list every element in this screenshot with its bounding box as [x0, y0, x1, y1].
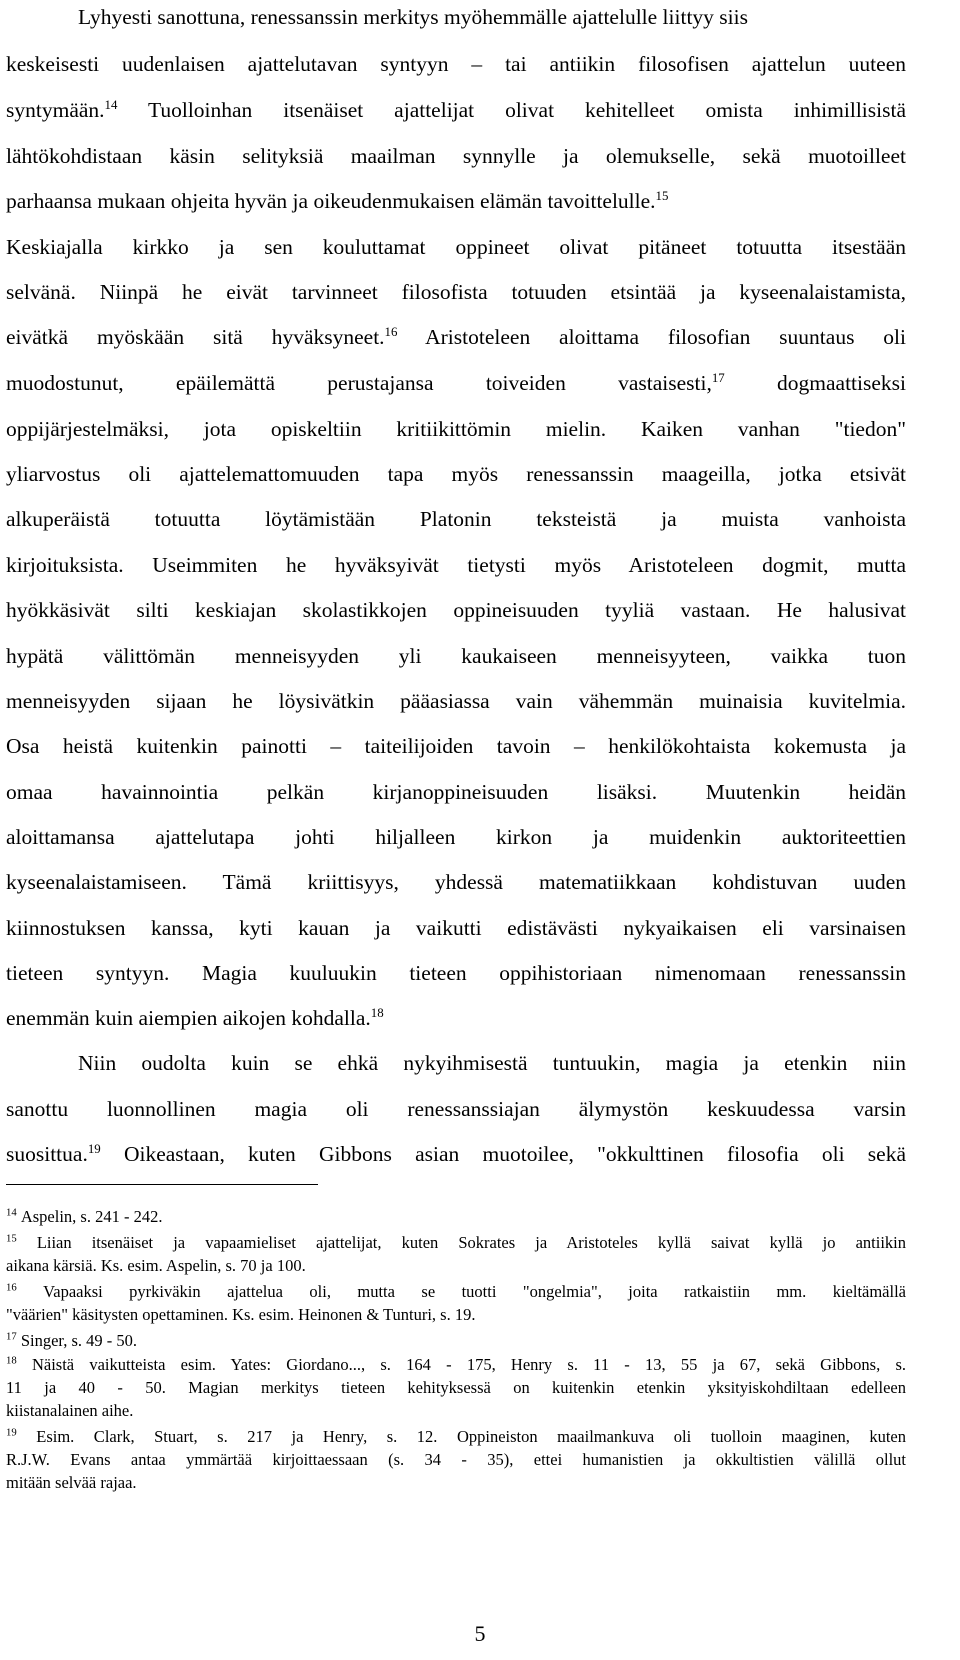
footnote-number: 15: [6, 1232, 17, 1245]
footnote-text: Näistä vaikutteista esim. Yates: Giordano..., s. 164 - 175, Henry s. 11 - 13, 55 ja 67, sekä Gibbons, s.: [31, 1355, 906, 1374]
footnote-text: Vapaaksi pyrkiväkin ajattelua oli, mutta se tuotti "ongelmia", joita ratkaistiin mm. kieltämällä: [43, 1282, 906, 1301]
body-text-segment: parhaansa mukaan ohjeita hyvän ja oikeudenmukaisen elämän tavoittelulle.: [6, 189, 656, 213]
body-line: hyökkäsivät silti keskiajan skolastikkojen oppineisuuden tyyliä vastaan. He halusivat: [6, 598, 906, 622]
footnote-text: 11 ja 40 - 50. Magian merkitys tieteen kehityksessä on kuitenkin etenkin yksityiskohdiltaan edelleen: [6, 1378, 906, 1397]
footnote-line: [6, 1355, 906, 1375]
footnote-reference[interactable]: 16: [384, 324, 398, 339]
body-line: menneisyyden sijaan he löysivätkin pääasiassa vain vähemmän muinaisia kuvitelmia.: [6, 689, 906, 713]
body-text-segment: syntymään.: [6, 98, 105, 122]
body-line: [6, 1140, 906, 1168]
body-line: kiinnostuksen kanssa, kyti kauan ja vaikutti edistävästi nykyaikaisen eli varsinaisen: [6, 916, 906, 940]
body-line: [6, 187, 906, 215]
body-text-segment: Oikeastaan, kuten Gibbons asian muotoilee, "okkulttinen filosofia oli sekä: [100, 1142, 906, 1166]
body-text-segment: enemmän kuin aiempien aikojen kohdalla.: [6, 1006, 371, 1030]
footnote-separator: [6, 1184, 318, 1185]
footnote-line: [6, 1401, 906, 1421]
footnote-line: [6, 1305, 906, 1325]
body-line: [6, 369, 906, 397]
body-line: [6, 96, 906, 124]
footnote-text: mitään selvää rajaa.: [6, 1473, 137, 1492]
footnote-number: 18: [6, 1354, 17, 1367]
footnote-line: [6, 1427, 906, 1447]
body-line: Keskiajalla kirkko ja sen kouluttamat oppineet olivat pitäneet totuutta itsestään: [6, 235, 906, 259]
body-line: Niin oudolta kuin se ehkä nykyihmisestä tuntuukin, magia ja etenkin niin: [78, 1051, 906, 1075]
footnote-text: R.J.W. Evans antaa ymmärtää kirjoittaessaan (s. 34 - 35), ettei humanistien ja okkultistien välillä ollut: [6, 1450, 906, 1469]
body-line: yliarvostus oli ajattelemattomuuden tapa myös renessanssin maageilla, jotka etsivät: [6, 462, 906, 486]
footnote-text: Liian itsenäiset ja vapaamieliset ajattelijat, kuten Sokrates ja Aristoteles kyllä saivat kyllä jo antiikin: [36, 1233, 906, 1252]
footnote-reference[interactable]: 17: [711, 370, 725, 385]
body-line: Osa heistä kuitenkin painotti – taiteilijoiden tavoin – henkilökohtaista kokemusta ja: [6, 734, 906, 758]
footnote-text: Singer, s. 49 - 50.: [20, 1331, 138, 1350]
footnote-reference[interactable]: 19: [87, 1141, 101, 1156]
footnote-line: [6, 1450, 906, 1470]
body-line: tieteen syntyyn. Magia kuuluukin tieteen oppihistoriaan nimenomaan renessanssin: [6, 961, 906, 985]
body-line: hypätä välittömän menneisyyden yli kaukaiseen menneisyyteen, vaikka tuon: [6, 644, 906, 668]
body-line: keskeisesti uudenlaisen ajattelutavan syntyyn – tai antiikin filosofisen ajattelun uuteen: [6, 52, 906, 76]
footnote-line: [6, 1282, 906, 1302]
footnote-number: 19: [6, 1426, 17, 1439]
footnote-line: [6, 1378, 906, 1398]
body-line: oppijärjestelmäksi, jota opiskeltiin kritiikittömin mielin. Kaiken vanhan "tiedon": [6, 417, 906, 441]
body-line: kirjoituksista. Useimmiten he hyväksyivät tietysti myös Aristoteleen dogmit, mutta: [6, 553, 906, 577]
footnote-reference[interactable]: 14: [104, 97, 118, 112]
footnote-line: [6, 1473, 906, 1493]
footnote-line: [6, 1256, 906, 1276]
body-text-segment: eivätkä myöskään sitä hyväksyneet.: [6, 325, 385, 349]
body-line: Lyhyesti sanottuna, renessanssin merkitys myöhemmälle ajattelulle liittyy siis: [78, 5, 748, 29]
footnote-number: 14: [6, 1206, 17, 1219]
footnote-text: Esim. Clark, Stuart, s. 217 ja Henry, s. 12. Oppineiston maailmankuva oli tuolloin maaginen, kuten: [36, 1427, 907, 1446]
body-text-segment: suosittua.: [6, 1142, 88, 1166]
footnote-reference[interactable]: 15: [655, 188, 669, 203]
body-line: aloittamansa ajattelutapa johti hiljalleen kirkon ja muidenkin auktoriteettien: [6, 825, 906, 849]
body-line: omaa havainnointia pelkän kirjanoppineisuuden lisäksi. Muutenkin heidän: [6, 780, 906, 804]
body-line: [6, 323, 906, 351]
body-text-segment: Aristoteleen aloittama filosofian suuntaus oli: [397, 325, 906, 349]
page-number: 5: [474, 1621, 486, 1646]
body-line: [6, 1004, 906, 1032]
body-line: kyseenalaistamiseen. Tämä kriittisyys, yhdessä matematiikkaan kohdistuvan uuden: [6, 870, 906, 894]
body-line: selvänä. Niinpä he eivät tarvinneet filosofista totuuden etsintää ja kyseenalaistamista,: [6, 280, 906, 304]
footnote-line: [6, 1331, 906, 1351]
footnote-number: 16: [6, 1281, 17, 1294]
body-line: alkuperäistä totuutta löytämistään Platonin teksteistä ja muista vanhoista: [6, 507, 906, 531]
footnote-text: "väärien" käsitysten opettaminen. Ks. esim. Heinonen & Tunturi, s. 19.: [6, 1305, 476, 1324]
body-line: lähtökohdistaan käsin selityksiä maailman synnylle ja olemukselle, sekä muotoilleet: [6, 144, 906, 168]
footnote-line: [6, 1233, 906, 1253]
body-text-segment: dogmaattiseksi: [724, 371, 907, 395]
footnote-text: aikana kärsiä. Ks. esim. Aspelin, s. 70 ja 100.: [6, 1256, 306, 1275]
body-text-segment: Tuolloinhan itsenäiset ajattelijat olivat kehitelleet omista inhimillisistä: [117, 98, 906, 122]
body-line: sanottu luonnollinen magia oli renessanssiajan älymystön keskuudessa varsin: [6, 1097, 906, 1121]
footnote-text: Aspelin, s. 241 - 242.: [20, 1207, 163, 1226]
footnote-number: 17: [6, 1330, 17, 1343]
body-text-segment: muodostunut, epäilemättä perustajansa toiveiden vastaisesti,: [6, 371, 712, 395]
footnote-text: kiistanalainen aihe.: [6, 1401, 134, 1420]
footnote-reference[interactable]: 18: [370, 1005, 384, 1020]
footnote-line: [6, 1207, 906, 1227]
